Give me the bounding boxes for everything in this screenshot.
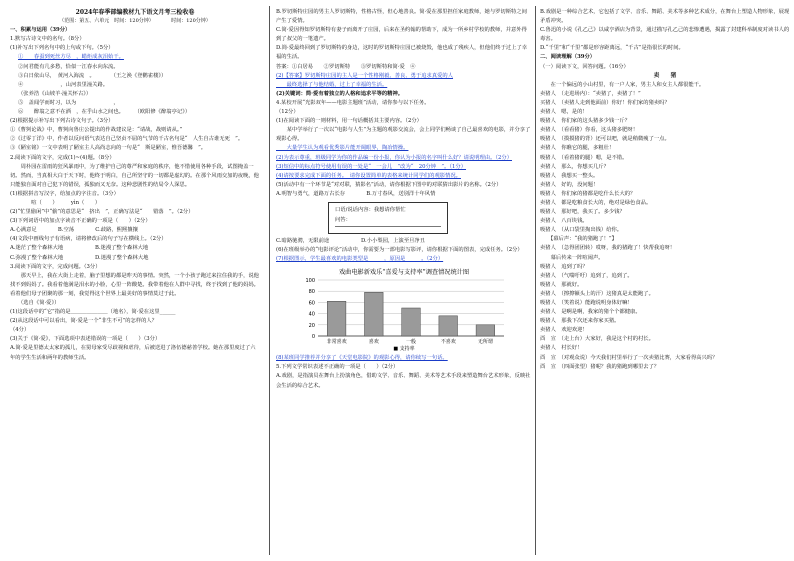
col3-line: 卖猪人 嗯，是的！ xyxy=(540,109,588,116)
y-tick-label: 100 xyxy=(305,278,315,285)
col3-line: （一）阅读下文，回答问题。（16分） xyxy=(540,63,629,70)
col1-line: (1)补写出下列名句中的上句或下句。（5分） xyxy=(10,45,114,52)
col1-line: A.心满意足 B.空荡 C.歧路，熙熙攘攘 xyxy=(10,227,138,234)
col2-line: 5.下列文学常识表述不正确的一项是（ ）（2分） xyxy=(276,364,399,371)
col3-line: 幕后传来一阵喧闹声。 xyxy=(540,254,604,261)
col3-line: 酉 宣 （走上台）大家好，我是这个村的村长。 xyxy=(540,336,654,343)
col3-line: 卖猪人 你瞧它的腿，多粗壮！ xyxy=(540,145,615,152)
col3-line: 吸猪人 追到了吗？ xyxy=(540,263,588,270)
col2-line: (5)活动中有一个环节是“对对联，猜影名”活动，请你根据下图中的对联猜出影片的名称。（2分） xyxy=(276,181,502,188)
col3-line: 卖猪人 那么，你想买几斤？ xyxy=(540,163,609,170)
col2-line: D.简·爱最终回到了罗切斯特的身边，这时的罗切斯特庄园已被烧毁，他也成了残疾人，但他们终于过上了幸福的生活。 xyxy=(276,45,528,61)
col3-line: 买猪人 （卖猪人走到他面前）你好！你们家的猪卖吗？ xyxy=(540,99,670,106)
col2-line: C.暗路驰骋，无限前途 D.小小梨园，上演至旦净丑 xyxy=(276,237,426,244)
col3-line: 卖猪人 （看看猪）你看，这头猪多肥呀！ xyxy=(540,127,638,134)
bar xyxy=(327,302,346,337)
col1-line: ⑥ 醉翁之意不在酒 ，在乎山水之间也。 （欧阳修《醉翁亭记》） xyxy=(18,109,191,116)
x-tick-label: 喜欢 xyxy=(368,339,379,346)
column-1-body xyxy=(10,26,260,362)
column-divider-right xyxy=(535,6,536,555)
col2-line: A.明智与勇气，道路万古长存 B.万寸春风，送别洋十年风情 xyxy=(276,190,436,197)
column-2 xyxy=(276,8,532,553)
col3-line: 吸猪人 你们家的猪都是吃什么长大的？ xyxy=(540,190,636,197)
col1-line: ②问君能有几多愁，恰似一江春水向东流。 xyxy=(18,63,119,70)
col2-line: (3)短信中的标点符号使用有误的一处是“ 一会儿 ”改为“ 20分钟 ”。（1分） xyxy=(276,163,467,170)
col2-line: （12分） xyxy=(276,109,299,116)
col1-line: ⑤ 盖闻学而时习，以为 ， xyxy=(18,99,119,106)
col1-line: （选自《简·爱》） xyxy=(18,300,60,306)
col1-line: A.迷茫了整个森林大地 B.迷漫了整个森林大地 xyxy=(10,245,149,252)
message-card-line-2: 问答： xyxy=(335,216,351,223)
col3-line: 卖猪人 村长好！ xyxy=(540,345,583,352)
chart-legend: ■ 支持率 xyxy=(393,346,415,353)
col2-line: (2)为表示尊重，班级同学为你的作品编一份小报，你认为小报的名字叫什么好？请说明理由。（2分） xyxy=(276,154,512,161)
exam-title: 2024年春季部编教材九下语文月考三检收卷 xyxy=(75,9,195,16)
exam-subinfo: （范围：第五、六单元 时间：120分钟） 时间：120分钟） xyxy=(59,18,211,25)
col3-line: 卖猪人 好的，没问题！ xyxy=(540,181,599,188)
col3-line: 吸猪人 那就好。 xyxy=(540,281,583,288)
col1-line: 周朴园在雷雨的狂风暴雨中，为了维护自己的尊严和家庭的秩序，他不惜使用各种手段，试图掩盖一切。然而，当真相大白于天下时，他终于明白，自己所坚守的一切都是虚幻的。在那个风雨交加的夜晚，他只能独自面对自己犯下的错误，孤独而又无奈。这种悲剧性的结局令人深思。 xyxy=(10,163,259,188)
col2-line: B.罗切斯特庄园的男主人罗切斯特，性格古怪，但心地善良。简·爱在那里担任家庭教师，她与罗切斯特之间产生了爱情。 xyxy=(276,9,527,25)
col1-line: (2)根据提示补写出下列古诗文句子。（3分） xyxy=(10,118,114,125)
col1-line: (3)下列词语中的加点字读音不正确的一项是（ ）（2分） xyxy=(10,218,151,225)
column-2-bottom xyxy=(276,354,532,390)
col3-line: 卖猪人 欢迎欢迎！ xyxy=(540,327,588,334)
col3-line: 卖猪人 是啊是啊，我家的猪个个都健康。 xyxy=(540,309,641,316)
col2-line: (2)【答案】罗切斯特庄园的主人是一个性格刚毅、善良、勇于追求真爱的人 xyxy=(276,72,454,79)
col2-line: (6)在班级举办的“电影评论”活动中，你需要为一部电影写影评，请你根据下面的图表，完成任务。（2分） xyxy=(276,247,523,254)
x-tick-label: 无所谓 xyxy=(477,339,493,346)
col1-line: 2.阅读下面的文字，完成(1)~(4)题。（8分） xyxy=(10,154,115,161)
col1-line: (2)从这段话中可以看出，简·爱是一个“非生不可”的怎样的人？ xyxy=(10,318,158,325)
col1-line: C.弥漫了整个森林大地 D.迷漫了整个森林大地 xyxy=(10,254,149,261)
col1-line: (1)这段话中的“它”指的是＿＿＿＿＿＿＿（地名），简·爱在这里______ xyxy=(10,309,176,316)
col3-line: 卖猪人 （擦擦额头上的汗）这猪真是太能跑了。 xyxy=(540,290,654,297)
col2-line: 某中学举行了一次以“电影与人生”为主题的观影交流会，会上同学们畅谈了自己最喜欢的电影，并分享了观影心得。 xyxy=(276,127,531,143)
y-tick-label: 40 xyxy=(308,311,315,318)
col2-line: 答案：①白居易 ②罗切斯特 ③罗切斯特和简·爱 ④ xyxy=(276,63,416,70)
bar xyxy=(402,308,421,336)
bar xyxy=(476,325,495,336)
col3-line: 酉 宣 （四面张望）猪呢？我的猪跑到哪里去了？ xyxy=(540,363,660,370)
column-3-body xyxy=(540,8,790,372)
y-tick-label: 60 xyxy=(308,300,315,307)
bar-chart-svg xyxy=(294,266,514,352)
x-tick-label: 不喜欢 xyxy=(440,339,456,346)
col3-line: 卖猪人 （气喘吁吁）追到了，追到了。 xyxy=(540,272,633,279)
col3-line: 酉 宣 （对观众说）今天我们村里举行了一次卖猪比赛，大家看得高兴吗？ xyxy=(540,354,718,361)
col1-line: (2)“忙里偷闲”中“偷”的意思是“ 挤出 ”，正确写法是“ 错落 ”。（2分） xyxy=(10,209,194,216)
x-tick-label: 一般 xyxy=(405,339,417,346)
col3-line: C.鲁迅的小说《孔乙己》以咸亨酒店为背景，通过描写孔乙己的悲惨遭遇，揭露了封建科举制度对读书人的毒害。 xyxy=(540,27,790,43)
col3-line: 二、阅读理解（39分） xyxy=(540,54,596,61)
y-tick-label: 0 xyxy=(311,334,315,341)
col3-line: D.“千里”和“千里”都是形容距离远，“千古”是指很长的时间。 xyxy=(540,45,684,52)
col1-line: 3.阅读下面的文字，完成问题。（3分） xyxy=(10,263,101,270)
column-2-middle xyxy=(276,237,532,264)
message-card-line-1: 口语/说话内容：我想请你帮忙 xyxy=(335,206,406,213)
bar-chart xyxy=(294,266,514,352)
col1-line: (3)关于《简·爱》，下面选项中表述错误的一项是（ ）（3分） xyxy=(10,336,161,343)
message-card xyxy=(328,202,448,234)
col3-line: 吸猪人 （看着猪的腿）嗯，是不错。 xyxy=(540,154,628,161)
bar xyxy=(439,316,458,336)
col2-line: A.戏剧，是指演员在舞台上扮演角色，借助文学、音乐、舞蹈、美术等艺术手段来塑造舞台艺术形象，反映社会生活的综合艺术。 xyxy=(276,373,531,389)
col3-line: 吸猪人 （笑着说）能跑说明身体好嘛！ xyxy=(540,300,633,306)
col2-line: (4)请按要求完成下面的任务。 请你设置简单的表格来统计同学们的观影情况。 xyxy=(276,172,461,179)
col1-line: 一、积累与运用（39分） xyxy=(10,27,71,34)
col2-line: C.简·爱因得知罗切斯特有妻子而离开了庄园，后来在圣约翰的帮助下，成为一所乡村学校的教师，并意外得到了叔父的一笔遗产。 xyxy=(276,27,527,43)
col3-line: 吸猪人 （从口袋里掏出钱）给你。 xyxy=(540,227,623,234)
chart-title: 戏曲电影新戏乐“喜爱与支持率”调查情况统计图 xyxy=(338,269,470,277)
col1-line: （4分） xyxy=(10,327,30,334)
column-1 xyxy=(10,8,260,553)
col1-line: ① 春蚕到死丝方尽 ，蜡炬成灰泪始干。 xyxy=(18,54,124,61)
column-divider-left xyxy=(269,6,270,555)
y-tick-label: 80 xyxy=(308,289,315,296)
col1-line: ②《过零丁洋》中，作者以反问语气表达自己坚贞不屈的气节的千古名句是“ 人生自古谁无死 ”。 xyxy=(10,136,244,143)
col2-line: 4.某校开展“光影双年——电影主题班”活动，请你参与以下任务。 xyxy=(276,99,430,106)
col1-line: A.简·爱是里德太太家的孤儿，在舅母家受尽歧视和虐待，后被送进了洛伍德慈善学校。她在那里度过了六年的学生生活和两年的教师生活。 xyxy=(10,345,256,361)
col1-line: 喧（ ） yìn（ ） xyxy=(10,199,101,206)
col3-line: 卖猪人 八百块钱。 xyxy=(540,218,588,225)
col2-line: (7)根据图示，学生最喜欢的电影类型是______，原因是______。（2分） xyxy=(276,256,444,263)
col1-line: (4)文段中画线句子有语病，请将修改后的句子写在横线上。（2分） xyxy=(10,236,167,243)
col1-line: 那天早上，我在大街上走着，脑子里想的都是昨天的事情。突然，一个小孩子跑过来拉住我的手，说他找不到妈妈了。我看着他满是泪水的小脸，心里一阵酸楚。我带着他在人群中寻找，终于找到了他的妈妈。看着他们母子团聚的那一刻，我觉得这个世界上最美好的事情莫过于此。 xyxy=(10,272,259,297)
col3-line: 吸猪人 你们家的这头猪多少钱一斤？ xyxy=(540,118,631,125)
x-tick-label: 非常喜欢 xyxy=(326,339,347,346)
col2-line: (1)在阅读下面的一则材料，用一句话概括其主要内容。（2分） xyxy=(276,118,422,125)
col1-line: (1)根据拼音写汉字，给加点的字注音。（3分） xyxy=(10,190,119,197)
col3-line: 吸猪人 那好吧，我买了。多少钱？ xyxy=(540,209,625,216)
column-2-top xyxy=(276,8,532,199)
col1-line: ④ ，山河表里潼关路。 xyxy=(18,81,109,88)
col2-line: (2)关键词：简·爱有着独立的人格和追求平等的精神。 xyxy=(276,90,404,97)
col1-line: （张养浩《山坡羊·潼关怀古》） xyxy=(18,90,92,97)
col1-line: 1.默写古诗文中的名句。（8分） xyxy=(10,36,85,43)
col3-line: 卖猪人 都是吃粮食长大的，绝对是绿色食品。 xyxy=(540,199,652,206)
col3-line: 卖 猪 xyxy=(653,72,677,79)
col1-line: ①《曹刿论战》中，曹刿向鲁庄公提出的作战建议是：“请战，战则请从。” xyxy=(10,127,183,134)
col2-line: (8)某班同学推荐并分享了《天堂电影院》的观影心得，请你续写一句话。 xyxy=(276,355,448,362)
bar xyxy=(365,293,384,337)
col1-line: ③白日依山尽， 黄河入海流 。 （王之涣《登鹳雀楼》） xyxy=(18,72,167,79)
y-tick-label: 20 xyxy=(308,323,315,330)
col3-line: 吸猪人 我想买一整头。 xyxy=(540,172,599,179)
column-3 xyxy=(540,8,790,553)
col2-line: 最终选择了与他结婚，过上了幸福的生活。 xyxy=(276,81,388,88)
col1-line: ③《陋室铭》一文中表明了陋室主人高尚志向的一句是“ 斯是陋室，惟吾德馨 ”。 xyxy=(10,145,207,152)
col3-line: 【幕后声：“我的猪跑了！”】 xyxy=(540,236,617,243)
col3-line: 在一个偏远的小山村里，有一户人家，男主人和女主人都很能干。 xyxy=(540,81,705,88)
col3-line: 吸猪人 那我下次还来你家买猪。 xyxy=(540,318,620,325)
col3-line: B.戏剧是一种综合艺术，它包括了文学、音乐、舞蹈、美术等多种艺术成分，在舞台上塑造人物形象，展现矛盾冲突。 xyxy=(540,9,790,25)
col2-line: 大量学生认为观看优秀影片能开阔眼界，陶冶情操。 xyxy=(276,145,409,152)
col3-line: 卖猪人 （急得团团转）哎呀，我的猪跑了！快帮我追呀！ xyxy=(540,245,676,252)
col3-line: 吸猪人 （摸摸猪的背）还可以吧，就是稍微瘦了一点。 xyxy=(540,136,670,143)
col3-line: 卖猪人 （走进场内）：“卖猪了，卖猪了！” xyxy=(540,90,641,97)
